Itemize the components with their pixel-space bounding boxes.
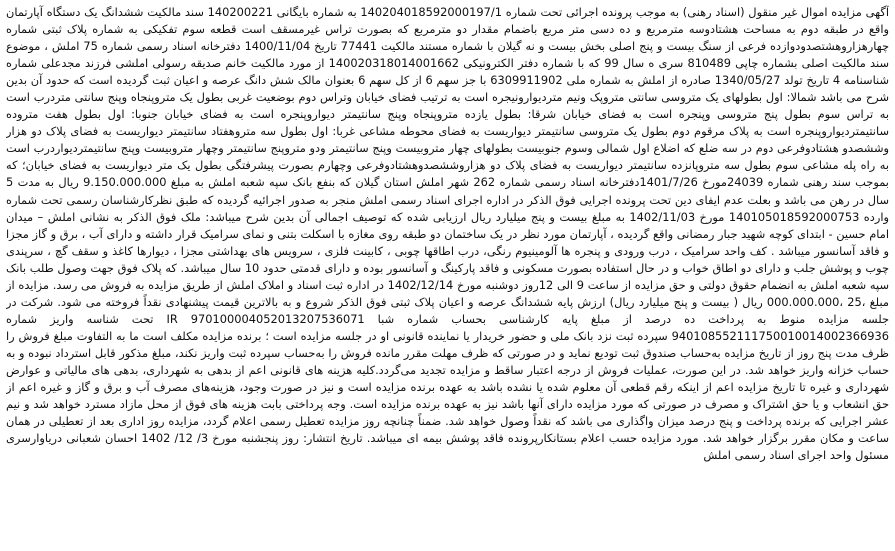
notice-paragraph (6, 4, 889, 464)
auction-notice (6, 4, 889, 547)
notice-text: آگهی مزایده اموال غیر منقول (اسناد رهنی) به موجب پرونده اجرائی تحت شماره 140204018592000197/1 به شماره بایگانی 140200221 سند مالکیت ششدانگ یک دستگاه آپارتمان واقع در طبقه دوم به مساحت هشتادوسه مترمربع و ده دسی متر مربع باضمام مقدار دو مترمربع که بصورت تراس غیرمسقف است قطعه سوم تفکیکی به شماره پلاک ثبتی شماره چهارهزاروهشتصدودوازده فرعی از سنگ بیست و پنج اصلی بخش بیست و نه گیلان با شماره مستند مالکیت 77441 تاریخ 1400/11/04 دفترخانه اسناد رسمی شماره 75 املش ، موضوع سند مالکیت اصلی بشماره چاپی 810489 سری ه سال 99 که با شماره دفتر الکترونیکی 140020318014001662 از مورد مالکیت خانم صدیقه رسولی املشی فرزند مجدعلی شماره شناسنامه 4 تاریخ تولد 1340/05/27 صادره از املش به شماره ملی 6309911902 با جز سهم 6 از کل سهم 6 بعنوان مالک شش دانگ عرصه و اعیان ثبت گردیده است که حدود آن بدین شرح می باشد شمالا: اول بطولهای یک متروسی سانتی متروپک ونیم متردیوارونیجره است به ترتیب فضای خیابان وتراس دوم بوضعیت غربی بطول یک متروپنجاه وپنج سانتی متردرب است به تراس سوم بطول پنج متروسی وپنجره است به فضای خیابان شرقا: بطول یازده متروپنجاه وپنج سانتیمتر دیواروپنجره است به فضای خیابان جنوبا: اول بطول هفت متروده سانتیمتردیواروپنجره است به پلاک مرقوم دوم بطول یک متروسی سانتیمتر دیواریست به فضای محوطه مشاعی غربا: اول بطول سه متروهفتاد سانتیمتر دیواریست به فضای پلاک دو هزار وششصدو هشتادوفرعی دوم در سه ضلع که اضلاع اول شمالی وسوم جنوبیست بطولهای چهار متروبیست وپنج سانتیمتر ودو متروپنج سانتیمتر وچهار متروبیست وپنج سانتیمتردیواردرب است به راه پله مشاعی سوم بطول سه متروپانزده سانتیمتر دیواریست به فضای پلاک دو هزاروششصدوهشتادوفرعی وچهارم بصورت پیشرفتگی بطول یک متر دیواریست به فضای خیابان؛ که بموجب سند رهنی شماره 24039مورخ 1401/7/26دفترخانه اسناد رسمی شماره 262 شهر املش استان گیلان که بنفع بانک سپه شعبه املش به مبلغ 9.150.000.000 ریال به مدت 5 سال در رهن می باشد و بعلت عدم ایفای دین تحت پرونده اجرایی فوق الذکر در اداره اجرای اسناد رسمی املش منجر به صدور اجرائیه گردیده که طبق نظرکارشناسان رسمی تحت شماره وارده 140105018592000753 مورخ 1402/11/03 به مبلغ بیست و پنج میلیارد ریال ارزیابی شده که توصیف اجمالی آن بدین شرح میباشد: ملک فوق الذکر به نشانی املش – میدان امام حسین - ابتدای کوچه شهید جبار رمضانی واقع گردیده ، آپارتمان مورد نظر در یک ساختمان دو طبقه روی مغازه با اسکلت بتنی و نمای سرامیک قرار داشته و دارای آب ، برق و گاز مجزا و فاقد آسانسور میباشد . کف واحد سرامیک ، درب ورودی و پنجره ها آلومینیوم رنگی، درب اطاقها چوبی ، کابینت فلزی ، سرویس های بهداشتی مجزا ، دیوارها کاغذ و سقف گچ ، سرپندی چوب و پوشش جلب و دارای دو اطاق خواب و در حال استفاده بصورت مسکونی و فاقد پارکینگ و آسانسور بوده و دارای قدمتی حدود 10 سال میباشد. که پلاک فوق جهت وصول طلب بانک سپه شعبه املش به انضمام حقوق دولتی و حق مزایده از ساعت 9 الی 12روز دوشنبه مورخ 1402/12/14 در اداره ثبت اسناد و املاک املش از طریق مزایده به فروش می رسد. مزایده از مبلغ ،25 ،000.000.000 ریال ( بیست و پنج میلیارد ریال) ارزش پایه ششدانگ عرصه و اعیان پلاک ثبتی فوق الذکر شروع و به بالاترین قیمت پیشنهادی نقداً فروخته می شود. شرکت در جلسه مزایده منوط به پرداخت ده درصد از مبلغ پایه کارشناسی بحساب شماره شبا IR 970100004052013207536071 تحت شناسه واریز شماره 940108552111750010014002366936 سپرده ثبت نزد بانک ملی و حضور خریدار یا نماینده قانونی او در جلسه مزایده است ؛ برنده مزایده مکلف است ما به التفاوت مبلغ فروش را ظرف مدت پنج روز از تاریخ مزایده به‌حساب صندوق ثبت تودیع نماید و در صورتی که ظرف مهلت مقرر مانده فروش را به‌حساب سپرده ثبت واریز نکند، مبلغ مذکور قابل استرداد نبوده و به حساب خزانه واریز خواهد شد. در این صورت، عملیات فروش از درجه اعتبار ساقط و مزایده تجدید می‌گردد.کلیه هزینه های قانونی اعم از بدهی به شهرداری، بدهی های مالیاتی و عوارض شهرداری و غیره تا تاریخ مزایده اعم از اینکه رقم قطعی آن معلوم شده یا نشده باشد به عهده برنده مزایده است و نیز در صورت وجود، هزینه‌های مصرف آب و برق و گاز و غیره اعم از حق انشعاب و یا حق اشتراک و مصرف در صورتی که مورد مزایده دارای آنها باشد نیز به عهده برنده مزایده است. وجه پرداختی بابت هزینه های فوق از محل مازاد مسترد خواهد شد و نیم عشر اجرایی که برنده پرداخت و پنج درصد میزان واگذاری می باشد که نقداً وصول خواهد شد. ضمناً چنانچه روز مزایده تعطیل رسمی اعلام گردد، مزایده روز اداری بعد از تعطیلی در همان ساعت و مکان مقرر برگزار خواهد شد. مورد مزایده حسب اعلام بستانکارپرونده فاقد پوشش بیمه ای میباشد. تاریخ انتشار: روز پنجشنبه مورخ 3/ 12/ 1402 احسان شعبانی دریاوارسری مسئول واحد اجرای اسناد رسمی املش (6, 5, 889, 463)
